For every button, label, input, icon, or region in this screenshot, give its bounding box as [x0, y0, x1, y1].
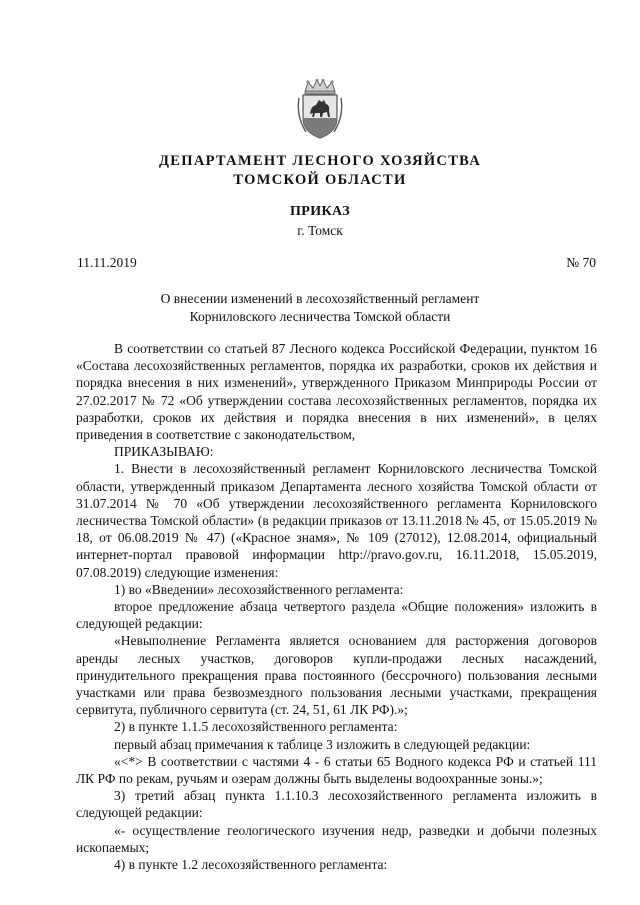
paragraph-subitem-1: 1) во «Введении» лесохозяйственного регламента: [114, 581, 404, 597]
department-name-line2: ТОМСКОЙ ОБЛАСТИ [233, 172, 407, 188]
paragraph-quote-3: «- осуществление геологического изучения недр, разведки и добычи полезных ископаемых; [76, 822, 597, 855]
order-subject-line1: О внесении изменений в лесохозяйственный регламент [160, 291, 480, 306]
paragraph-quote-1: «Невыполнение Регламента является основанием для расторжения договоров аренды лесных участков, договоров купли-продажи лесных насаждений, принудительного прекращения права постоянного (бессрочного) пользования лесными участками или права безвозмездного пользования лесными участками, прекращения сервитута, публичного сервитута (ст. 24, 51, 61 ЛК РФ).»; [76, 633, 597, 718]
paragraph-order-word: ПРИКАЗЫВАЮ: [114, 444, 214, 460]
paragraph-subitem-1-text: второе предложение абзаца четвертого раздела «Общие положения» изложить в следующей редакции: [76, 599, 597, 632]
paragraph-subitem-3: 3) третий абзац пункта 1.1.10.3 лесохозяйственного регламента изложить в следующей редакции: [76, 788, 597, 821]
order-body [76, 340, 597, 873]
document-type-title: ПРИКАЗ [289, 204, 351, 219]
paragraph-item-1: 1. Внести в лесохозяйственный регламент Корниловского лесничества Томской области, утвержденный приказом Департамента лесного хозяйства Томской области от 31.07.2014 № 70 «Об утверждении лесохозяйственного регламента Корниловского лесничества Томской области» (в редакции приказов от 13.11.2018 № 45, от 15.05.2019 № 18, от 06.08.2019 № 47) («Красное знамя», № 109 (27012), 12.08.2014, официальный интернет-портал правовой информации http://pravo.gov.ru, 16.11.2018, 15.05.2019, 07.08.2019) следующие изменения: [76, 461, 597, 580]
order-subject [0, 290, 640, 326]
city-label: г. Томск [297, 223, 343, 238]
paragraph-quote-2: «<*> В соответствии с частями 4 - 6 статьи 65 Водного кодекса РФ и статьей 111 ЛК РФ по рекам, ручьям и озерам должны быть выделены водоохранные зоны.»; [76, 753, 597, 787]
order-subject-line2: Корниловского лесничества Томской области [189, 309, 451, 324]
paragraph-subitem-2: 2) в пункте 1.1.5 лесохозяйственного регламента: [114, 719, 398, 735]
order-date: 11.11.2019 [77, 255, 137, 270]
tomsk-coat-of-arms-emblem [296, 78, 344, 140]
department-name-line1: ДЕПАРТАМЕНТ ЛЕСНОГО ХОЗЯЙСТВА [159, 153, 481, 169]
paragraph-subitem-2-text: первый абзац примечания к таблице 3 изложить в следующей редакции: [114, 736, 531, 752]
paragraph-preamble: В соответствии со статьей 87 Лесного кодекса Российской Федерации, пунктом 16 «Состава лесохозяйственных регламентов, порядка их разработки, сроков их действия и порядка внесения в них изменений», утвержденного Приказом Минприроды России от 27.02.2017 № 72 «Об утверждении состава лесохозяйственных регламентов, порядка их разработки, сроков их действия и порядка внесения в них изменений», в целях приведения в соответствие с законодательством, [76, 341, 597, 443]
paragraph-subitem-4: 4) в пункте 1.2 лесохозяйственного регламента: [114, 857, 388, 873]
order-number: № 70 [566, 255, 596, 270]
